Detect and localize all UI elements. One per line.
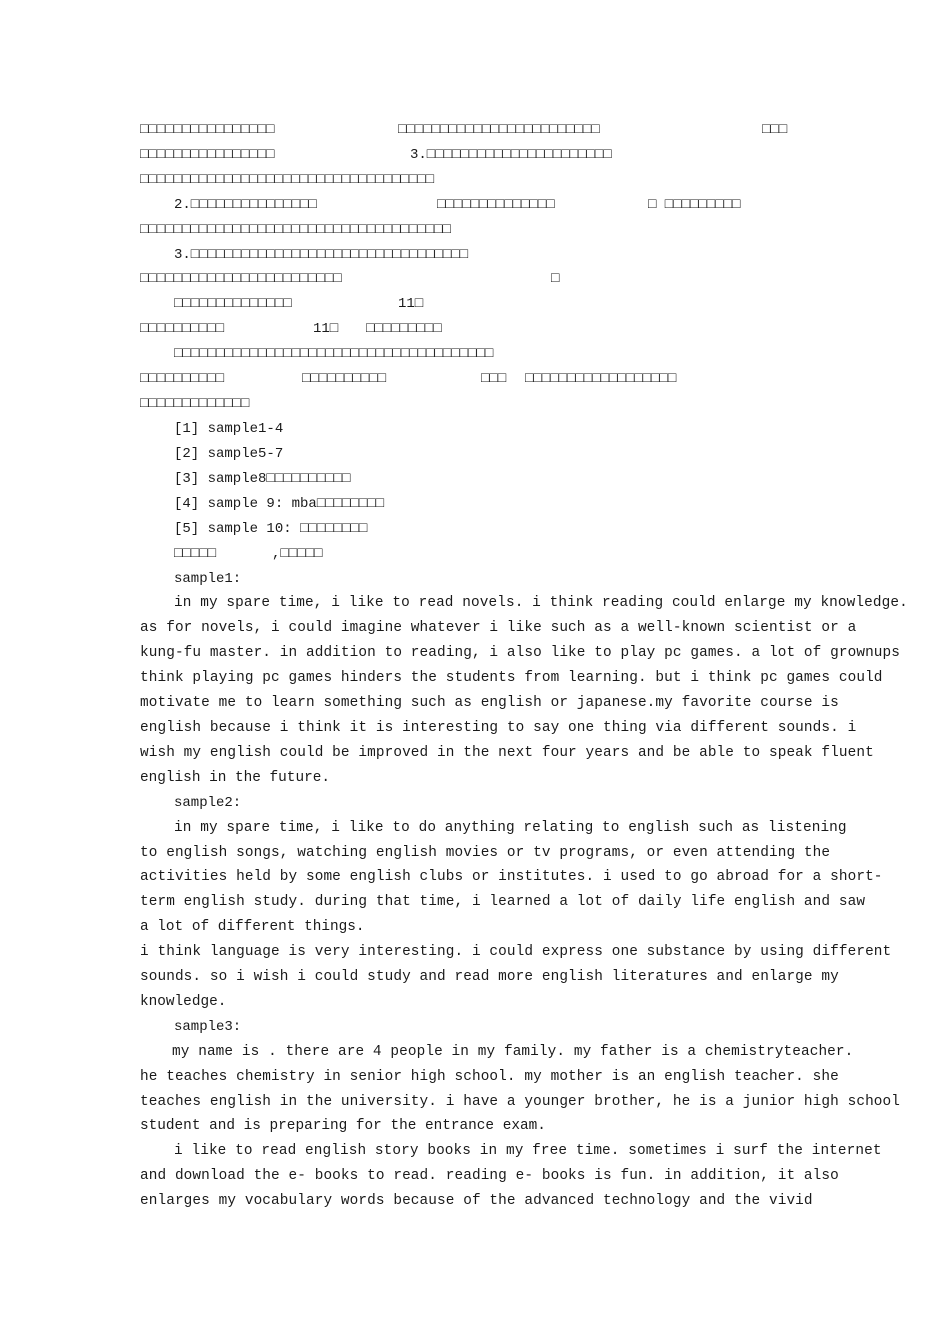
- index-item-3: [3] sample8□□□□□□□□□□: [174, 471, 351, 487]
- sample1-heading: sample1:: [174, 571, 242, 587]
- intro-line-11c: □□□: [481, 371, 507, 387]
- intro-line-12: □□□□□□□□□□□□□: [140, 396, 250, 412]
- sample1-line: kung-fu master. in addition to reading, i also like to play pc games. a lot of grownups: [140, 645, 901, 661]
- intro-line-9b: 11□: [313, 321, 339, 337]
- sample2-line: term english study. during that time, i learned a lot of daily life english and saw: [140, 894, 866, 910]
- sample3-line: he teaches chemistry in senior high school. my mother is an english teacher. she: [140, 1069, 839, 1085]
- sample3-first-line: my name is . there are 4 people in my family. my father is a chemistryteacher.: [172, 1044, 854, 1060]
- intro-line-6: 3.□□□□□□□□□□□□□□□□□□□□□□□□□□□□□□□□□: [174, 247, 469, 263]
- sample3-line: teaches english in the university. i have a younger brother, he is a junior high school: [140, 1094, 901, 1110]
- intro-line-7b: □: [551, 271, 560, 287]
- intro-line-11b: □□□□□□□□□□: [302, 371, 387, 387]
- sample3-line: and download the e- books to read. reading e- books is fun. in addition, it also: [140, 1168, 839, 1184]
- index-footer-a: □□□□□: [174, 546, 217, 562]
- sample2-para1-last: a lot of different things.: [140, 919, 365, 935]
- intro-line-4b: □□□□□□□□□□□□□□: [437, 197, 555, 213]
- sample1-line: as for novels, i could imagine whatever i like such as a well-known scientist or a: [140, 620, 857, 636]
- index-item-5: [5] sample 10: □□□□□□□□: [174, 521, 368, 537]
- sample3-line: enlarges my vocabulary words because of the advanced technology and the vivid: [140, 1193, 813, 1209]
- sample2-line: activities held by some english clubs or institutes. i used to go abroad for a short-: [140, 869, 883, 885]
- sample1-line: in my spare time, i like to read novels. i think reading could enlarge my knowledge.: [174, 595, 908, 611]
- sample2-heading: sample2:: [174, 795, 242, 811]
- sample3-line: i like to read english story books in my free time. sometimes i surf the internet: [174, 1143, 882, 1159]
- intro-line-10: □□□□□□□□□□□□□□□□□□□□□□□□□□□□□□□□□□□□□□: [174, 346, 494, 362]
- sample1-line: english because i think it is interesting to say one thing via different sounds. i: [140, 720, 857, 736]
- sample1-line: wish my english could be improved in the next four years and be able to speak fluent: [140, 745, 874, 761]
- intro-line-11a: □□□□□□□□□□: [140, 371, 225, 387]
- sample2-line: in my spare time, i like to do anything relating to english such as listening: [174, 820, 847, 836]
- intro-line-9a: □□□□□□□□□□: [140, 321, 225, 337]
- sample2-line: to english songs, watching english movies or tv programs, or even attending the: [140, 845, 831, 861]
- index-item-4: [4] sample 9: mba□□□□□□□□: [174, 496, 385, 512]
- intro-line-1c: □□□: [762, 122, 788, 138]
- sample1-last-line: english in the future.: [140, 770, 330, 786]
- sample1-line: motivate me to learn something such as english or japanese.my favorite course is: [140, 695, 839, 711]
- sample3-heading: sample3:: [174, 1019, 242, 1035]
- index-item-1: [1] sample1-4: [174, 421, 284, 437]
- intro-line-8b: 11□: [398, 296, 424, 312]
- sample2-line: i think language is very interesting. i could express one substance by using different: [140, 944, 892, 960]
- intro-line-11d: □□□□□□□□□□□□□□□□□□: [525, 371, 677, 387]
- intro-line-1a: □□□□□□□□□□□□□□□□: [140, 122, 275, 138]
- sample2-line: sounds. so i wish i could study and read more english literatures and enlarge my: [140, 969, 839, 985]
- intro-line-3: □□□□□□□□□□□□□□□□□□□□□□□□□□□□□□□□□□□: [140, 172, 435, 188]
- intro-line-8a: □□□□□□□□□□□□□□: [174, 296, 292, 312]
- intro-line-7a: □□□□□□□□□□□□□□□□□□□□□□□□: [140, 271, 342, 287]
- sample2-para2-last: knowledge.: [140, 994, 227, 1010]
- intro-line-5: □□□□□□□□□□□□□□□□□□□□□□□□□□□□□□□□□□□□□: [140, 222, 451, 238]
- sample3-para1-last: student and is preparing for the entrance exam.: [140, 1118, 546, 1134]
- intro-line-9c: □□□□□□□□□: [366, 321, 442, 337]
- index-item-2: [2] sample5-7: [174, 446, 284, 462]
- sample1-line: think playing pc games hinders the students from learning. but i think pc games could: [140, 670, 883, 686]
- intro-line-1b: □□□□□□□□□□□□□□□□□□□□□□□□: [398, 122, 600, 138]
- intro-line-2b: 3.□□□□□□□□□□□□□□□□□□□□□□: [410, 147, 612, 163]
- intro-line-2a: □□□□□□□□□□□□□□□□: [140, 147, 275, 163]
- index-footer-b: ,□□□□□: [272, 546, 323, 562]
- intro-line-4a: 2.□□□□□□□□□□□□□□□: [174, 197, 317, 213]
- intro-line-4c: □ □□□□□□□□□: [648, 197, 741, 213]
